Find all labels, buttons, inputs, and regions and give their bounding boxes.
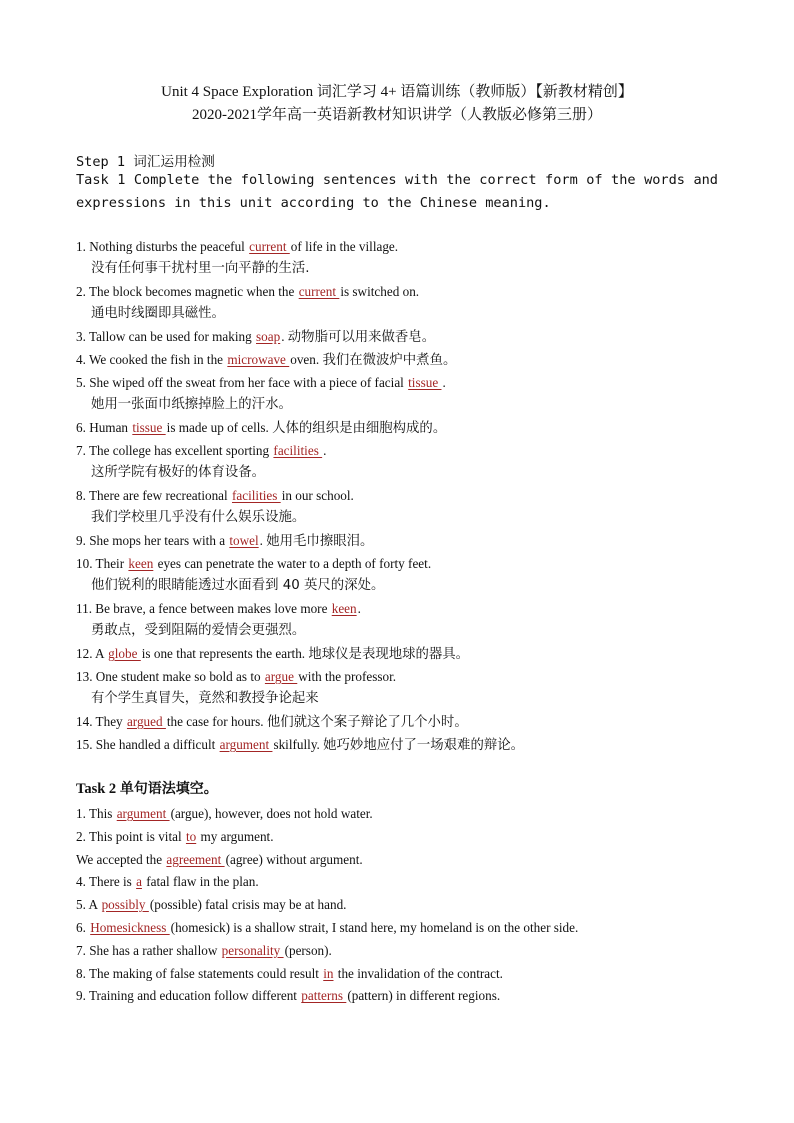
sentence-text-before: 9. Training and education follow different xyxy=(76,988,301,1004)
task1-instruction-word: the xyxy=(611,172,636,188)
task1-instruction-word: 1 xyxy=(117,172,126,188)
sentence-text-before: 8. There are few recreational xyxy=(76,488,231,503)
chinese-translation: 他们锐利的眼睛能透过水面看到 40 英尺的深处。 xyxy=(91,578,385,593)
answer-blank: personality xyxy=(221,942,284,958)
task2-sentence xyxy=(76,896,346,914)
answer-blank: a xyxy=(136,874,142,890)
answer-blank: agreement xyxy=(166,851,225,867)
task1-instruction-line1 xyxy=(76,172,718,188)
sentence-text-before: 6. Human xyxy=(76,420,132,435)
task1-instruction-word: correct xyxy=(479,172,537,188)
sentence-text-before: 11. Be brave, a fence between makes love more xyxy=(76,601,331,616)
task1-sentence xyxy=(76,419,446,438)
answer-blank: possibly xyxy=(101,897,149,913)
task2-sentence xyxy=(76,965,503,983)
task2-heading-en: Task 2 xyxy=(76,781,120,797)
sentence-text-before: 10. Their xyxy=(76,556,128,571)
task1-sentence xyxy=(76,668,396,686)
sentence-text-before: 2. The block becomes magnetic when the xyxy=(76,284,298,299)
sentence-text-after: with the professor. xyxy=(298,669,397,684)
sentence-text-after: (person). xyxy=(284,942,332,958)
sentence-text-after: is made up of cells. xyxy=(166,420,273,435)
sentence-text-before: 5. A xyxy=(76,897,101,913)
sentence-text-before: 15. She handled a difficult xyxy=(76,737,219,752)
sentence-text-before: 12. A xyxy=(76,646,108,661)
answer-blank: in xyxy=(323,965,334,981)
sentence-text-after: of life in the village. xyxy=(290,239,399,254)
sentence-text-before: We accepted the xyxy=(76,851,166,867)
sentence-text-before: 6. xyxy=(76,920,90,935)
task1-sentence xyxy=(76,442,326,460)
task1-sentence xyxy=(76,351,456,370)
task1-sentence xyxy=(76,555,431,573)
answer-blank: current xyxy=(249,239,290,254)
sentence-text-before: 4. We cooked the fish in the xyxy=(76,352,227,367)
task2-heading-zh: 单句语法填空。 xyxy=(119,781,218,797)
chinese-translation: 没有任何事干扰村里一向平静的生活. xyxy=(91,261,310,276)
chinese-translation: 他们就这个案子辩论了几个小时。 xyxy=(266,715,468,730)
task2-sentence xyxy=(76,873,259,891)
task1-sentence xyxy=(76,238,398,256)
chinese-translation: 勇敢点，受到阻隔的爱情会更强烈。 xyxy=(91,623,306,638)
answer-blank: argued xyxy=(126,714,166,729)
sentence-text-after: the invalidation of the contract. xyxy=(334,965,503,981)
task2-heading xyxy=(76,778,218,798)
chinese-translation: 我们在微波炉中煮鱼。 xyxy=(322,353,457,368)
chinese-translation: 她巧妙地应付了一场艰难的辩论。 xyxy=(323,738,525,753)
answer-blank: facilities xyxy=(273,443,323,458)
task1-instruction-word: and xyxy=(693,172,718,188)
document-title-line1: Unit 4 Space Exploration 词汇学习 4+ 语篇训练（教师版）【新教材精创】 xyxy=(161,84,633,100)
sentence-text-after: (agree) without argument. xyxy=(225,851,363,867)
chinese-translation: 人体的组织是由细胞构成的。 xyxy=(272,421,447,436)
sentence-text-after: . xyxy=(281,329,288,344)
sentence-text-before: 7. The college has excellent sporting xyxy=(76,443,273,458)
task2-sentence xyxy=(76,942,332,960)
chinese-translation: 通电时线圈即具磁性。 xyxy=(91,306,225,321)
answer-blank: globe xyxy=(108,646,141,661)
answer-blank: current xyxy=(298,284,340,299)
task2-sentence xyxy=(76,919,578,937)
answer-blank: tissue xyxy=(132,420,166,435)
sentence-text-before: 13. One student make so bold as to xyxy=(76,669,264,684)
sentence-text-before: 4. There is xyxy=(76,874,136,890)
task1-sentence xyxy=(76,713,468,732)
task1-sentence xyxy=(76,283,419,301)
chinese-translation: 这所学院有极好的体育设备。 xyxy=(91,465,266,480)
sentence-text-after: eyes can penetrate the water to a depth of forty feet. xyxy=(154,556,432,571)
task1-instruction-word: words xyxy=(644,172,685,188)
task1-sentence xyxy=(76,736,524,755)
sentence-text-before: 3. Tallow can be used for making xyxy=(76,329,256,344)
answer-blank: keen xyxy=(331,601,357,616)
chinese-translation: 动物脂可以用来做香皂。 xyxy=(287,330,436,345)
document-title-line2: 2020-2021学年高一英语新教材知识讲学（人教版必修第三册） xyxy=(192,107,602,123)
sentence-text-after: skilfully. xyxy=(273,737,324,752)
step1-heading: Step 1 词汇运用检测 xyxy=(76,154,215,170)
task2-sentence xyxy=(76,987,500,1005)
sentence-text-after: fatal flaw in the plan. xyxy=(142,874,259,890)
answer-blank: argument xyxy=(219,737,273,752)
sentence-text-after: (homesick) is a shallow strait, I stand here, my homeland is on the other side. xyxy=(170,920,579,935)
sentence-text-after: my argument. xyxy=(197,828,274,844)
chinese-translation: 我们学校里几乎没有什么娱乐设施。 xyxy=(91,510,306,525)
task1-sentence xyxy=(76,328,435,347)
task1-instruction-word: form xyxy=(545,172,578,188)
task2-sentence xyxy=(76,828,274,846)
answer-blank: patterns xyxy=(301,988,347,1004)
task2-sentence xyxy=(76,851,363,869)
sentence-text-after: (pattern) in different regions. xyxy=(347,988,501,1004)
sentence-text-before: 1. This xyxy=(76,806,116,821)
task1-sentence xyxy=(76,374,446,392)
sentence-text-after: . xyxy=(442,375,446,390)
answer-blank: keen xyxy=(128,556,154,571)
answer-blank: microwave xyxy=(227,352,290,367)
sentence-text-before: 9. She mops her tears with a xyxy=(76,533,229,548)
sentence-text-after: is switched on. xyxy=(340,284,420,299)
task1-instruction-word: following xyxy=(240,172,315,188)
task1-instruction-word: Complete xyxy=(133,172,200,188)
answer-blank: soap xyxy=(256,329,281,344)
sentence-text-before: 5. She wiped off the sweat from her face with a piece of facial xyxy=(76,375,408,390)
task1-sentence xyxy=(76,600,361,618)
sentence-text-after: . xyxy=(357,601,361,616)
sentence-text-after: the case for hours. xyxy=(166,714,267,729)
chinese-translation: 她用毛巾擦眼泪。 xyxy=(266,534,374,549)
sentence-text-after: . xyxy=(323,443,327,458)
task1-instruction-word: the xyxy=(446,172,471,188)
chinese-translation: 她用一张面巾纸擦掉脸上的汗水。 xyxy=(91,397,292,412)
task1-instruction-word: with xyxy=(405,172,438,188)
sentence-text-after: (possible) fatal crisis may be at hand. xyxy=(149,897,347,913)
chinese-translation: 地球仪是表现地球的器具。 xyxy=(308,647,470,662)
chinese-translation: 有个学生真冒失，竟然和教授争论起来 xyxy=(91,691,319,706)
sentence-text-after: is one that represents the earth. xyxy=(141,646,309,661)
sentence-text-after: oven. xyxy=(290,352,323,367)
task1-sentence xyxy=(76,487,354,505)
task1-instruction-line2: expressions in this unit according to the Chinese meaning. xyxy=(76,195,551,211)
answer-blank: to xyxy=(185,828,197,844)
task1-sentence xyxy=(76,645,469,664)
answer-blank: tissue xyxy=(408,375,442,390)
task2-sentence xyxy=(76,805,373,823)
answer-blank: argue xyxy=(264,669,298,684)
task1-instruction-word: of xyxy=(586,172,603,188)
sentence-text-after: . xyxy=(259,533,267,548)
sentence-text-before: 7. She has a rather shallow xyxy=(76,942,221,958)
sentence-text-before: 1. Nothing disturbs the peaceful xyxy=(76,239,249,254)
task1-sentence xyxy=(76,532,373,551)
sentence-text-after: in our school. xyxy=(281,488,354,503)
answer-blank: argument xyxy=(116,806,170,821)
task1-instruction-word: the xyxy=(207,172,233,188)
answer-blank: Homesickness xyxy=(90,920,170,935)
sentence-text-before: 8. The making of false statements could result xyxy=(76,965,323,981)
sentence-text-before: 14. They xyxy=(76,714,126,729)
task1-instruction-word: sentences xyxy=(322,172,397,188)
sentence-text-after: (argue), however, does not hold water. xyxy=(170,806,373,821)
sentence-text-before: 2. This point is vital xyxy=(76,828,185,844)
answer-blank: facilities xyxy=(231,488,281,503)
task1-instruction-word: Task xyxy=(76,172,109,188)
answer-blank: towel xyxy=(229,533,259,548)
